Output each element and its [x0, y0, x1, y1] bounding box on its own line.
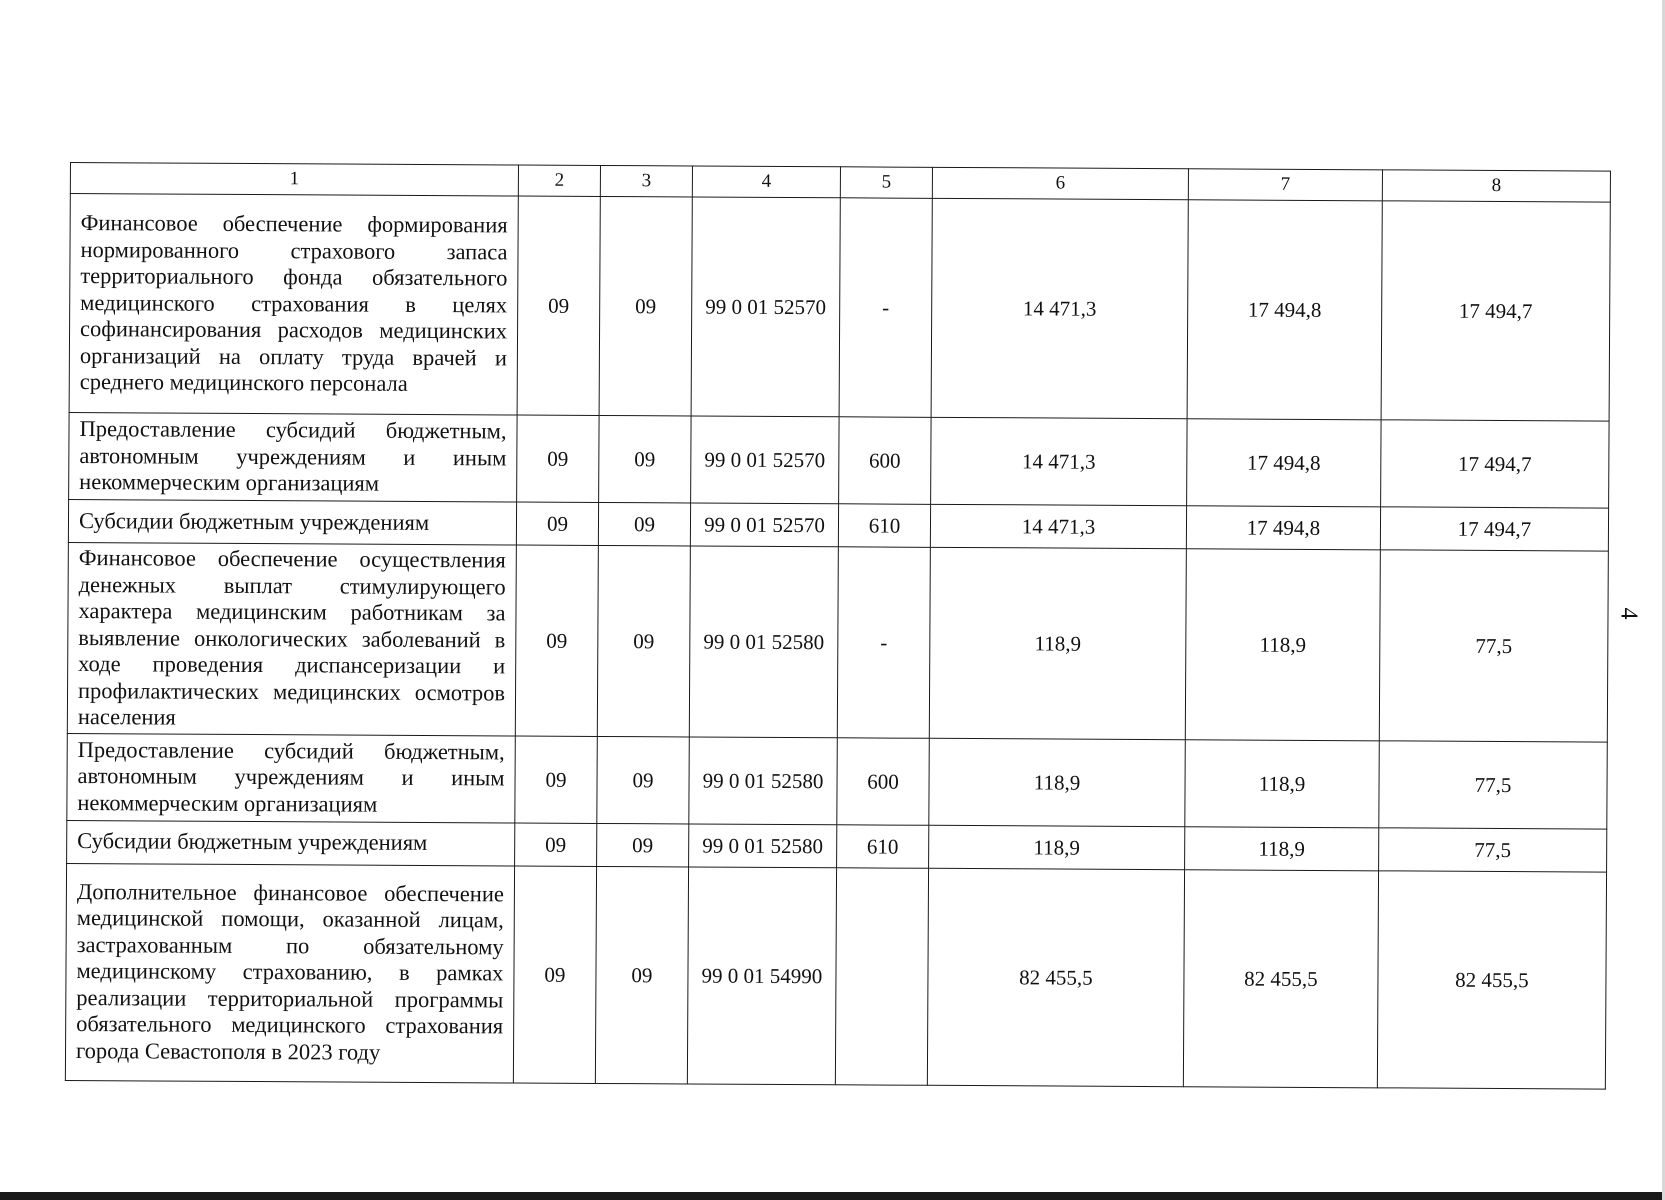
row-name-cell: Предоставление субсидий бюджетным, автономным учреждениям и иным некоммерческим организациям: [69, 412, 517, 502]
amount-col7-cell: 17 494,8: [1187, 200, 1382, 420]
target-article-cell: 99 0 01 54990: [687, 866, 836, 1084]
header-cell-8: 8: [1382, 170, 1610, 202]
amount-col6-cell: 14 471,3: [931, 198, 1188, 418]
expense-type-cell: -: [837, 547, 930, 738]
budget-table: [65, 162, 1611, 1089]
subsection-code-cell: 09: [597, 736, 689, 824]
amount-col7-cell: 118,9: [1185, 826, 1379, 870]
amount-col7-cell: 118,9: [1185, 549, 1380, 741]
row-name-cell: Дополнительное финансовое обеспечение медицинской помощи, оказанной лицам, застрахованным по обязательному медицинскому страхованию, в рамках реализации территориальной программы обязательного медицинского страхования города Севастополя в 2023 году: [65, 863, 514, 1082]
expense-type-cell: -: [839, 198, 932, 418]
table-row: [67, 733, 1607, 829]
section-code-cell: 09: [515, 822, 597, 865]
expense-type-cell: 610: [838, 504, 930, 548]
subsection-code-cell: 09: [599, 196, 692, 416]
amount-col8-cell: 17 494,7: [1380, 507, 1608, 551]
target-article-cell: 99 0 01 52580: [689, 823, 837, 867]
header-cell-2: 2: [518, 165, 600, 196]
target-article-cell: 99 0 01 52570: [690, 503, 838, 547]
expense-type-cell: 610: [837, 824, 929, 868]
row-name-cell: Субсидии бюджетным учреждениям: [67, 820, 515, 866]
target-article-cell: 99 0 01 52580: [689, 546, 838, 737]
subsection-code-cell: 09: [599, 415, 691, 503]
header-cell-1: 1: [70, 163, 518, 197]
amount-col6-cell: 14 471,3: [931, 417, 1187, 505]
section-code-cell: 09: [513, 865, 596, 1082]
section-code-cell: 09: [517, 415, 599, 502]
row-name-cell: Субсидии бюджетным учреждениям: [68, 499, 516, 545]
header-cell-3: 3: [600, 165, 692, 197]
subsection-code-cell: 09: [598, 502, 690, 546]
target-article-cell: 99 0 01 52580: [689, 736, 837, 824]
row-name-cell: Финансовое обеспечение формирования нормированного страхового запаса территориального фонда обязательного медицинского страхования в целях софинансирования расходов медицинских организаций на оплату труда врачей и среднего медицинского персонала: [69, 194, 518, 415]
section-code-cell: 09: [515, 545, 598, 736]
row-name-cell: Финансовое обеспечение осуществления денежных выплат стимулирующего характера медицинским работникам за выявление онкологических заболеваний в ходе проведения диспансеризации и профилактических медицинских осмотров населения: [67, 542, 516, 735]
row-name-cell: Предоставление субсидий бюджетным, автономным учреждениям и иным некоммерческим организациям: [67, 733, 515, 823]
target-article-cell: 99 0 01 52570: [691, 416, 839, 504]
amount-col7-cell: 82 455,5: [1183, 869, 1378, 1087]
subsection-code-cell: 09: [595, 866, 688, 1084]
amount-col8-cell: 77,5: [1379, 740, 1607, 828]
header-cell-4: 4: [692, 166, 840, 198]
amount-col6-cell: 118,9: [929, 738, 1185, 826]
table-row: [69, 412, 1609, 508]
amount-col8-cell: 82 455,5: [1377, 870, 1606, 1088]
section-code-cell: 09: [517, 196, 600, 415]
amount-col6-cell: 82 455,5: [927, 868, 1184, 1086]
amount-col8-cell: 77,5: [1379, 550, 1608, 742]
table-row: [65, 863, 1606, 1089]
subsection-code-cell: 09: [597, 545, 690, 736]
subsection-code-cell: 09: [597, 823, 689, 867]
section-code-cell: 09: [516, 502, 598, 545]
table-row: [67, 542, 1608, 741]
target-article-cell: 99 0 01 52570: [691, 197, 840, 417]
amount-col8-cell: 17 494,7: [1381, 201, 1610, 421]
budget-table-wrapper: [65, 162, 1610, 1089]
page-number: 4: [1615, 607, 1642, 620]
amount-col7-cell: 17 494,8: [1187, 419, 1381, 507]
section-code-cell: 09: [515, 735, 597, 822]
header-cell-6: 6: [932, 167, 1188, 199]
amount-col8-cell: 77,5: [1379, 827, 1607, 871]
amount-col7-cell: 17 494,8: [1186, 506, 1380, 550]
amount-col7-cell: 118,9: [1185, 739, 1379, 827]
header-cell-5: 5: [840, 167, 932, 199]
expense-type-cell: [835, 867, 928, 1085]
expense-type-cell: 600: [837, 737, 929, 825]
expense-type-cell: 600: [839, 417, 931, 505]
table-row: [69, 194, 1610, 422]
header-cell-7: 7: [1188, 169, 1382, 201]
amount-col6-cell: 118,9: [929, 825, 1185, 869]
amount-col8-cell: 17 494,7: [1381, 420, 1609, 508]
amount-col6-cell: 118,9: [929, 547, 1186, 739]
scan-bottom-edge: [0, 1192, 1665, 1200]
amount-col6-cell: 14 471,3: [930, 504, 1186, 548]
